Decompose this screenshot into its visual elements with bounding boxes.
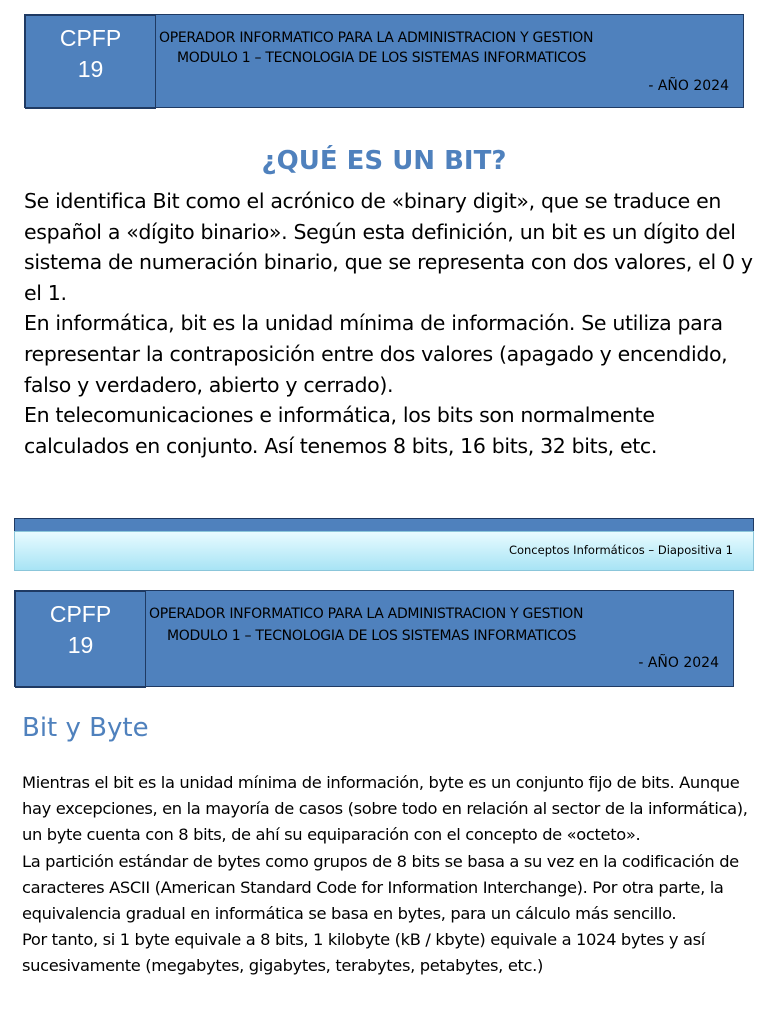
slide-body — [24, 186, 754, 461]
header-year: - AÑO 2024 — [638, 655, 719, 671]
slide-2 — [0, 580, 768, 1024]
header-year: - AÑO 2024 — [648, 78, 729, 94]
slide-header — [24, 14, 744, 108]
paragraph: Mientras el bit es la unidad mínima de información, byte es un conjunto fijo de bits. Aunque hay excepciones, en la mayoría de casos (sobre todo en relación al sector de la informática), un byte cuenta con 8 bits, de ahí su equiparación con el concepto de «octeto». — [22, 773, 748, 845]
slide-header — [14, 590, 734, 687]
slide-title: ¿QUÉ ES UN BIT? — [261, 146, 507, 176]
slide-title: Bit y Byte — [22, 713, 149, 743]
paragraph: En telecomunicaciones e informática, los bits son normalmente calculados en conjunto. Así tenemos 8 bits, 16 bits, 32 bits, etc. — [24, 403, 658, 458]
slide-body — [22, 770, 752, 980]
cpfp-number: 19 — [77, 56, 104, 82]
cpfp-label: CPFP — [49, 601, 112, 627]
paragraph: En informática, bit es la unidad mínima de información. Se utiliza para representar la contraposición entre dos valores (apagado y encendido, falso y verdadero, abierto y cerrado). — [24, 311, 728, 397]
cpfp-logo-box — [15, 591, 146, 688]
footer-caption: Conceptos Informáticos – Diapositiva 1 — [508, 543, 733, 557]
cpfp-label: CPFP — [59, 25, 122, 51]
cpfp-number: 19 — [67, 632, 94, 658]
header-course-title: OPERADOR INFORMATICO PARA LA ADMINISTRACION Y GESTION — [159, 30, 594, 46]
paragraph: La partición estándar de bytes como grupos de 8 bits se basa a su vez en la codificación de caracteres ASCII (American Standard Code for Information Interchange). Por otra parte, la equivalencia gradual en informática se basa en bytes, para un cálculo más sencillo. — [22, 851, 739, 924]
footer-band — [14, 531, 754, 571]
header-module-title: MODULO 1 – TECNOLOGIA DE LOS SISTEMAS INFORMATICOS — [177, 50, 587, 66]
header-module-title: MODULO 1 – TECNOLOGIA DE LOS SISTEMAS INFORMATICOS — [167, 628, 577, 644]
cpfp-logo-box — [25, 15, 156, 109]
header-course-title: OPERADOR INFORMATICO PARA LA ADMINISTRACION Y GESTION — [149, 606, 584, 622]
paragraph: Se identifica Bit como el acrónico de «binary digit», que se traduce en español a «dígito binario». Según esta definición, un bit es un dígito del sistema de numeración binario, que se representa con dos valores, el 0 y el 1. — [24, 189, 753, 305]
paragraph: Por tanto, si 1 byte equivale a 8 bits, 1 kilobyte (kB / kbyte) equivale a 1024 bytes y así sucesivamente (megabytes, gigabytes, terabytes, petabytes, etc.) — [22, 930, 705, 976]
